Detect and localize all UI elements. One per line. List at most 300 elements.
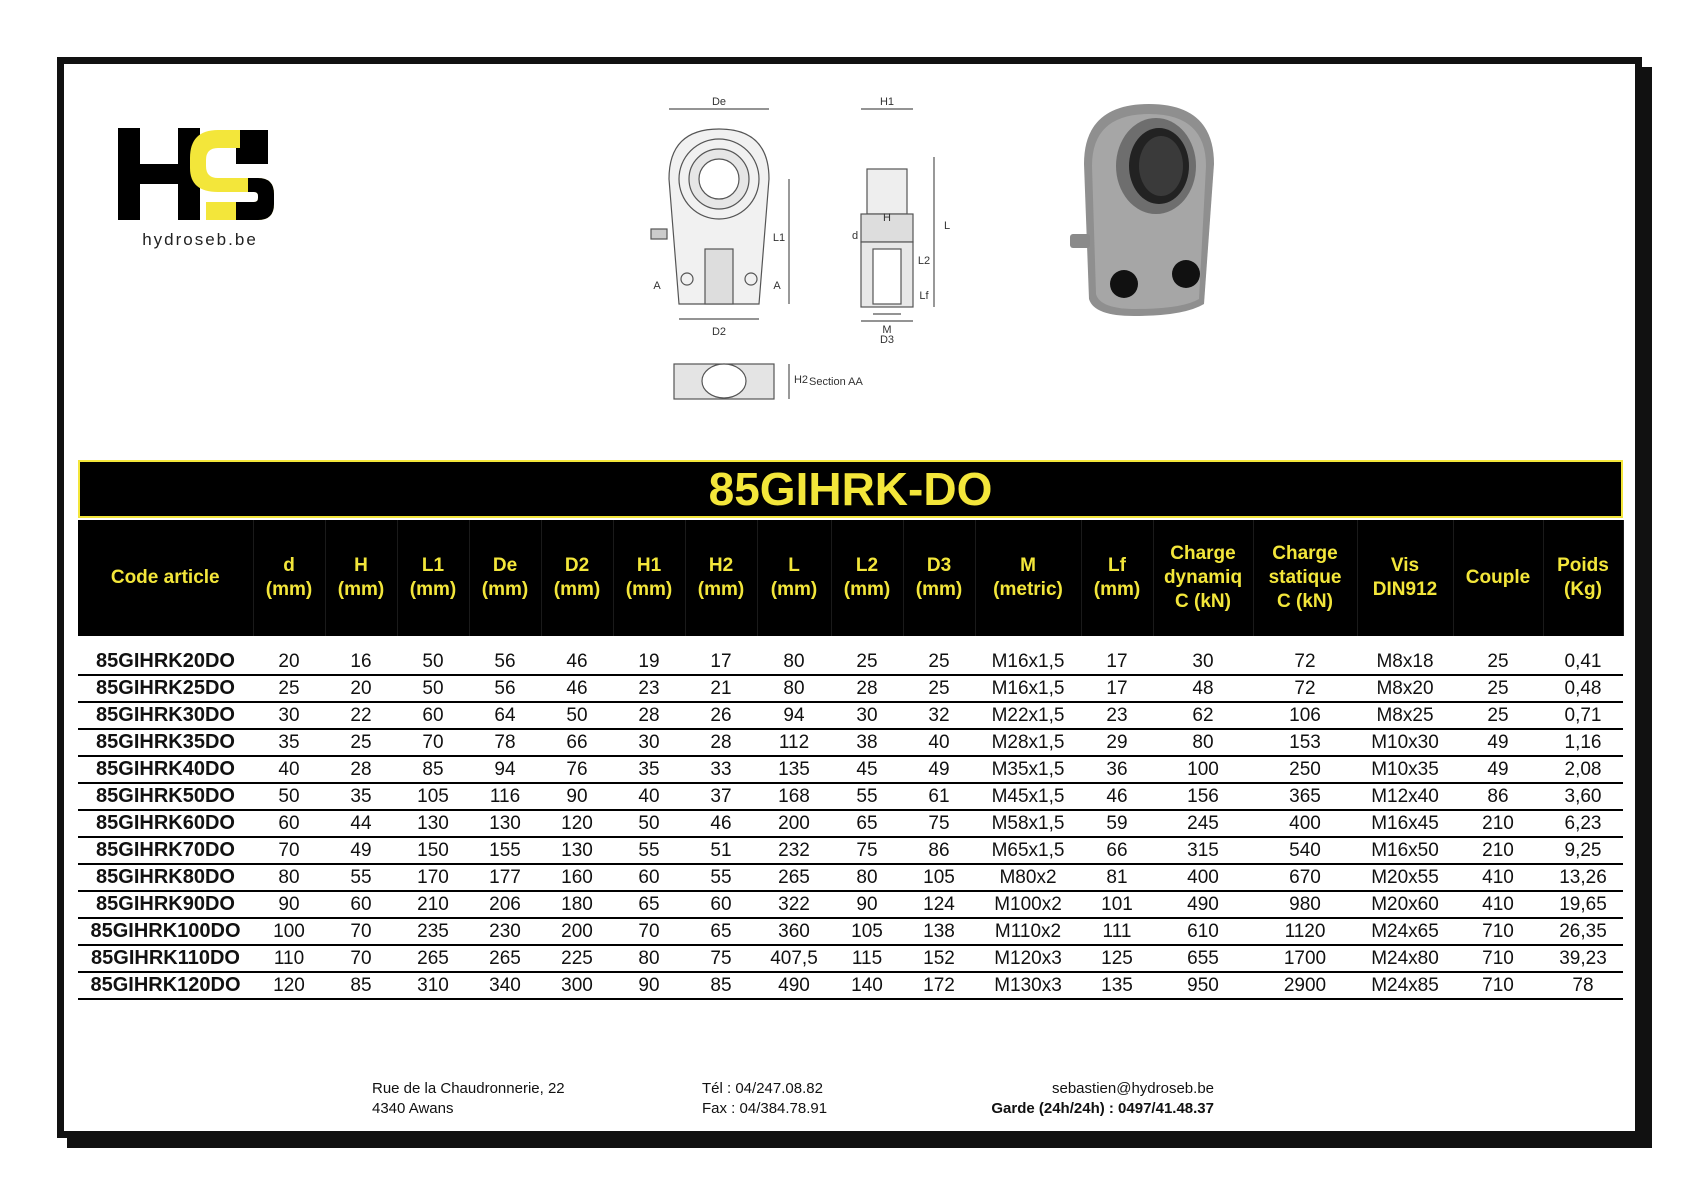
table-cell: M12x40 [1357, 783, 1453, 810]
table-cell: M80x2 [975, 864, 1081, 891]
table-cell: 19,65 [1543, 891, 1623, 918]
table-row [78, 972, 1623, 999]
column-header-line: (mm) [409, 579, 457, 600]
column-header [325, 520, 397, 636]
table-row [78, 675, 1623, 702]
table-cell: 2,08 [1543, 756, 1623, 783]
column-header [1153, 520, 1253, 636]
table-cell: 21 [685, 675, 757, 702]
table-cell: 60 [613, 864, 685, 891]
table-cell: 90 [613, 972, 685, 999]
table-cell: 50 [253, 783, 325, 810]
table-cell: 230 [469, 918, 541, 945]
column-header-line: (mm) [481, 579, 529, 600]
table-cell: 25 [903, 636, 975, 675]
article-code-cell: 85GIHRK40DO [78, 756, 253, 783]
dimension-label: H1 [879, 96, 895, 108]
table-cell: 80 [253, 864, 325, 891]
column-header-line: H [354, 555, 368, 576]
article-code-cell: 85GIHRK60DO [78, 810, 253, 837]
table-cell: 120 [541, 810, 613, 837]
product-title: 85GIHRK-DO [78, 460, 1623, 518]
table-cell: M20x60 [1357, 891, 1453, 918]
section-aa-label: Section AA [809, 376, 863, 388]
table-cell: 60 [253, 810, 325, 837]
table-cell: 25 [325, 729, 397, 756]
table-cell: 138 [903, 918, 975, 945]
table-cell: 407,5 [757, 945, 831, 972]
table-cell: 62 [1153, 702, 1253, 729]
column-header-line: D2 [564, 555, 590, 576]
column-header-line: Vis [1390, 555, 1420, 576]
table-cell: M24x85 [1357, 972, 1453, 999]
table-cell: 156 [1153, 783, 1253, 810]
column-header-line: (Kg) [1564, 579, 1602, 600]
column-header [975, 520, 1081, 636]
column-header-line: De [492, 555, 518, 576]
table-cell: 39,23 [1543, 945, 1623, 972]
table-cell: 16 [325, 636, 397, 675]
table-cell: 78 [1543, 972, 1623, 999]
article-code-cell: 85GIHRK20DO [78, 636, 253, 675]
table-cell: 55 [613, 837, 685, 864]
column-header [613, 520, 685, 636]
table-cell: 100 [1153, 756, 1253, 783]
dimension-label: A [653, 280, 661, 292]
table-cell: 37 [685, 783, 757, 810]
table-cell: M16x50 [1357, 837, 1453, 864]
table-cell: 32 [903, 702, 975, 729]
table-cell: 105 [903, 864, 975, 891]
column-header-line: C (kN) [1277, 591, 1333, 612]
table-row [78, 837, 1623, 864]
table-cell: 300 [541, 972, 613, 999]
column-header [78, 520, 253, 636]
table-cell: 180 [541, 891, 613, 918]
footer-contact [934, 1079, 1214, 1119]
table-cell: 980 [1253, 891, 1357, 918]
technical-drawing [629, 89, 969, 429]
table-cell: 80 [831, 864, 903, 891]
table-cell: 112 [757, 729, 831, 756]
table-row [78, 702, 1623, 729]
table-cell: 26,35 [1543, 918, 1623, 945]
table-cell: M58x1,5 [975, 810, 1081, 837]
table-cell: 70 [397, 729, 469, 756]
table-cell: 3,60 [1543, 783, 1623, 810]
dimension-label: D2 [711, 326, 727, 338]
table-cell: 86 [903, 837, 975, 864]
table-cell: 670 [1253, 864, 1357, 891]
dimension-label: H [883, 212, 891, 224]
address-line-2: 4340 Awans [372, 1100, 454, 1117]
table-cell: 46 [541, 675, 613, 702]
table-row [78, 636, 1623, 675]
table-cell: 250 [1253, 756, 1357, 783]
table-cell: 49 [903, 756, 975, 783]
column-header-line: (mm) [337, 579, 385, 600]
table-cell: 28 [685, 729, 757, 756]
column-header-line: Charge [1272, 543, 1338, 564]
table-cell: M20x55 [1357, 864, 1453, 891]
table-cell: 17 [1081, 675, 1153, 702]
column-header-line: Lf [1108, 555, 1126, 576]
table-cell: 20 [253, 636, 325, 675]
column-header-line: (mm) [625, 579, 673, 600]
table-cell: 365 [1253, 783, 1357, 810]
table-cell: 78 [469, 729, 541, 756]
column-header-line: d [283, 555, 295, 576]
table-cell: 265 [397, 945, 469, 972]
table-cell: 105 [397, 783, 469, 810]
table-cell: 170 [397, 864, 469, 891]
table-cell: 130 [469, 810, 541, 837]
table-cell: 22 [325, 702, 397, 729]
table-cell: 30 [613, 729, 685, 756]
table-cell: 65 [613, 891, 685, 918]
column-header [541, 520, 613, 636]
table-cell: 35 [253, 729, 325, 756]
table-cell: 33 [685, 756, 757, 783]
table-cell: 28 [325, 756, 397, 783]
table-cell: 200 [541, 918, 613, 945]
article-code-cell: 85GIHRK80DO [78, 864, 253, 891]
column-header-line: Charge [1170, 543, 1236, 564]
table-cell: M24x65 [1357, 918, 1453, 945]
table-cell: 150 [397, 837, 469, 864]
table-cell: 59 [1081, 810, 1153, 837]
table-cell: 130 [541, 837, 613, 864]
table-cell: 25 [903, 675, 975, 702]
spec-table [78, 520, 1624, 1000]
table-cell: 124 [903, 891, 975, 918]
email-link[interactable]: sebastien@hydroseb.be [1052, 1080, 1214, 1097]
column-header [469, 520, 541, 636]
table-cell: 111 [1081, 918, 1153, 945]
column-header-line: Poids [1557, 555, 1609, 576]
table-cell: 106 [1253, 702, 1357, 729]
table-cell: 40 [253, 756, 325, 783]
table-cell: 177 [469, 864, 541, 891]
table-cell: 315 [1153, 837, 1253, 864]
table-cell: 35 [613, 756, 685, 783]
table-cell: 65 [685, 918, 757, 945]
table-cell: 61 [903, 783, 975, 810]
table-cell: 46 [1081, 783, 1153, 810]
table-cell: 115 [831, 945, 903, 972]
table-cell: 225 [541, 945, 613, 972]
table-row [78, 729, 1623, 756]
table-cell: M8x20 [1357, 675, 1453, 702]
table-cell: 25 [1453, 675, 1543, 702]
table-cell: 75 [903, 810, 975, 837]
article-code-cell: 85GIHRK110DO [78, 945, 253, 972]
table-cell: 70 [253, 837, 325, 864]
column-header-line: Code article [110, 567, 220, 588]
table-cell: 80 [613, 945, 685, 972]
dimension-label: A [773, 280, 781, 292]
table-cell: M16x1,5 [975, 636, 1081, 675]
table-cell: 28 [613, 702, 685, 729]
table-cell: 49 [1453, 729, 1543, 756]
table-cell: 76 [541, 756, 613, 783]
table-cell: 610 [1153, 918, 1253, 945]
table-cell: 60 [685, 891, 757, 918]
table-cell: 48 [1153, 675, 1253, 702]
table-cell: 540 [1253, 837, 1357, 864]
column-header-line: (mm) [697, 579, 745, 600]
column-header-line: (mm) [265, 579, 313, 600]
dimension-label: M [882, 324, 892, 336]
dimension-label: L2 [917, 255, 931, 267]
logo-website: hydroseb.be [142, 230, 258, 249]
table-cell: 135 [1081, 972, 1153, 999]
table-cell: 135 [757, 756, 831, 783]
column-header [757, 520, 831, 636]
table-cell: 25 [1453, 636, 1543, 675]
column-header [1357, 520, 1453, 636]
column-header-line: M [1020, 555, 1036, 576]
table-cell: 400 [1153, 864, 1253, 891]
table-cell: 66 [1081, 837, 1153, 864]
table-cell: M16x45 [1357, 810, 1453, 837]
table-cell: 19 [613, 636, 685, 675]
table-cell: 25 [831, 636, 903, 675]
table-cell: 49 [1453, 756, 1543, 783]
table-row [78, 945, 1623, 972]
table-cell: 30 [831, 702, 903, 729]
table-cell: M110x2 [975, 918, 1081, 945]
table-cell: 25 [253, 675, 325, 702]
table-body [78, 636, 1623, 999]
table-cell: M35x1,5 [975, 756, 1081, 783]
article-code-cell: 85GIHRK30DO [78, 702, 253, 729]
table-cell: M120x3 [975, 945, 1081, 972]
datasheet [57, 57, 1642, 1138]
footer-phone [702, 1079, 827, 1119]
column-header-line: Couple [1465, 567, 1531, 588]
column-header [397, 520, 469, 636]
table-cell: 50 [397, 675, 469, 702]
table-cell: 400 [1253, 810, 1357, 837]
table-cell: 155 [469, 837, 541, 864]
column-header-line: (mm) [843, 579, 891, 600]
article-code-cell: 85GIHRK70DO [78, 837, 253, 864]
table-cell: 75 [831, 837, 903, 864]
table-cell: 30 [253, 702, 325, 729]
table-cell: 70 [325, 945, 397, 972]
rod-end-render [1064, 94, 1244, 319]
article-code-cell: 85GIHRK35DO [78, 729, 253, 756]
column-header-line: L2 [855, 555, 879, 576]
table-cell: 85 [397, 756, 469, 783]
table-cell: 80 [757, 675, 831, 702]
table-cell: 81 [1081, 864, 1153, 891]
table-cell: 30 [1153, 636, 1253, 675]
table-cell: 200 [757, 810, 831, 837]
table-cell: 85 [685, 972, 757, 999]
table-cell: 55 [325, 864, 397, 891]
dimension-label: D3 [879, 334, 895, 346]
table-cell: 110 [253, 945, 325, 972]
column-header [831, 520, 903, 636]
column-header [253, 520, 325, 636]
table-cell: 85 [325, 972, 397, 999]
table-cell: 310 [397, 972, 469, 999]
table-cell: M100x2 [975, 891, 1081, 918]
table-cell: 9,25 [1543, 837, 1623, 864]
table-cell: 265 [469, 945, 541, 972]
table-cell: 710 [1453, 945, 1543, 972]
table-cell: 80 [1153, 729, 1253, 756]
table-cell: 65 [831, 810, 903, 837]
table-cell: M65x1,5 [975, 837, 1081, 864]
table-cell: 50 [613, 810, 685, 837]
column-header-line: dynamiq [1163, 567, 1243, 588]
table-cell: 94 [757, 702, 831, 729]
table-cell: 410 [1453, 891, 1543, 918]
table-row [78, 756, 1623, 783]
column-header [1253, 520, 1357, 636]
table-cell: 44 [325, 810, 397, 837]
table-cell: 152 [903, 945, 975, 972]
table-cell: 490 [1153, 891, 1253, 918]
table-cell: 13,26 [1543, 864, 1623, 891]
column-header-line: statique [1268, 567, 1342, 588]
table-cell: 0,48 [1543, 675, 1623, 702]
table-cell: 210 [1453, 837, 1543, 864]
table-cell: 235 [397, 918, 469, 945]
column-header-line: D3 [926, 555, 952, 576]
table-cell: M45x1,5 [975, 783, 1081, 810]
table-cell: 90 [253, 891, 325, 918]
table-cell: 105 [831, 918, 903, 945]
column-header-line: L [788, 555, 800, 576]
column-header-line: (metric) [993, 579, 1063, 600]
table-cell: M8x18 [1357, 636, 1453, 675]
table-cell: M8x25 [1357, 702, 1453, 729]
table-cell: 55 [685, 864, 757, 891]
table-cell: 60 [325, 891, 397, 918]
table-cell: 23 [1081, 702, 1153, 729]
table-cell: 49 [325, 837, 397, 864]
column-header [1453, 520, 1543, 636]
emergency-phone: Garde (24h/24h) : 0497/41.48.37 [991, 1100, 1214, 1117]
table-cell: 45 [831, 756, 903, 783]
table-cell: 360 [757, 918, 831, 945]
table-cell: 55 [831, 783, 903, 810]
table-cell: 490 [757, 972, 831, 999]
table-cell: 70 [325, 918, 397, 945]
table-cell: 210 [397, 891, 469, 918]
table-cell: 2900 [1253, 972, 1357, 999]
article-code-cell: 85GIHRK120DO [78, 972, 253, 999]
table-cell: M28x1,5 [975, 729, 1081, 756]
dimension-label: Lf [919, 290, 929, 302]
table-cell: 40 [613, 783, 685, 810]
table-cell: 23 [613, 675, 685, 702]
column-header [903, 520, 975, 636]
column-header [685, 520, 757, 636]
table-cell: 28 [831, 675, 903, 702]
table-cell: 50 [541, 702, 613, 729]
table-cell: 90 [541, 783, 613, 810]
table-cell: 70 [613, 918, 685, 945]
table-cell: 1120 [1253, 918, 1357, 945]
table-cell: 6,23 [1543, 810, 1623, 837]
table-cell: 75 [685, 945, 757, 972]
column-header-line: (mm) [1093, 579, 1141, 600]
table-cell: 72 [1253, 636, 1357, 675]
table-cell: 0,41 [1543, 636, 1623, 675]
table-cell: 172 [903, 972, 975, 999]
article-code-cell: 85GIHRK25DO [78, 675, 253, 702]
column-header-line: (mm) [553, 579, 601, 600]
article-code-cell: 85GIHRK100DO [78, 918, 253, 945]
table-cell: 36 [1081, 756, 1153, 783]
table-cell: 51 [685, 837, 757, 864]
column-header [1081, 520, 1153, 636]
table-cell: M24x80 [1357, 945, 1453, 972]
table-cell: 56 [469, 636, 541, 675]
table-cell: 125 [1081, 945, 1153, 972]
table-cell: 66 [541, 729, 613, 756]
dimension-label: H2 [793, 374, 809, 386]
table-cell: 410 [1453, 864, 1543, 891]
table-cell: 210 [1453, 810, 1543, 837]
column-header-line: (mm) [915, 579, 963, 600]
table-cell: 46 [685, 810, 757, 837]
table-cell: M16x1,5 [975, 675, 1081, 702]
table-cell: 35 [325, 783, 397, 810]
dimension-label: d [851, 230, 859, 242]
table-cell: 153 [1253, 729, 1357, 756]
table-cell: 1,16 [1543, 729, 1623, 756]
column-header-line: H1 [636, 555, 662, 576]
column-header-line: H2 [708, 555, 734, 576]
table-cell: 94 [469, 756, 541, 783]
table-cell: 20 [325, 675, 397, 702]
table-cell: 245 [1153, 810, 1253, 837]
table-cell: 38 [831, 729, 903, 756]
table-cell: 80 [757, 636, 831, 675]
table-cell: 72 [1253, 675, 1357, 702]
dimension-label: L [943, 220, 951, 232]
table-cell: 26 [685, 702, 757, 729]
article-code-cell: 85GIHRK90DO [78, 891, 253, 918]
table-cell: 140 [831, 972, 903, 999]
table-cell: 56 [469, 675, 541, 702]
table-cell: M10x30 [1357, 729, 1453, 756]
column-header [1543, 520, 1623, 636]
table-cell: M22x1,5 [975, 702, 1081, 729]
phone-tel: Tél : 04/247.08.82 [702, 1080, 823, 1097]
table-cell: 100 [253, 918, 325, 945]
table-header-row [78, 520, 1623, 636]
footer-address [372, 1079, 565, 1119]
dimension-label: L1 [772, 232, 786, 244]
table-row [78, 783, 1623, 810]
table-row [78, 864, 1623, 891]
table-cell: 655 [1153, 945, 1253, 972]
table-cell: 1700 [1253, 945, 1357, 972]
table-cell: 116 [469, 783, 541, 810]
table-cell: 29 [1081, 729, 1153, 756]
table-cell: 710 [1453, 918, 1543, 945]
table-cell: 46 [541, 636, 613, 675]
table-cell: 0,71 [1543, 702, 1623, 729]
table-cell: 265 [757, 864, 831, 891]
